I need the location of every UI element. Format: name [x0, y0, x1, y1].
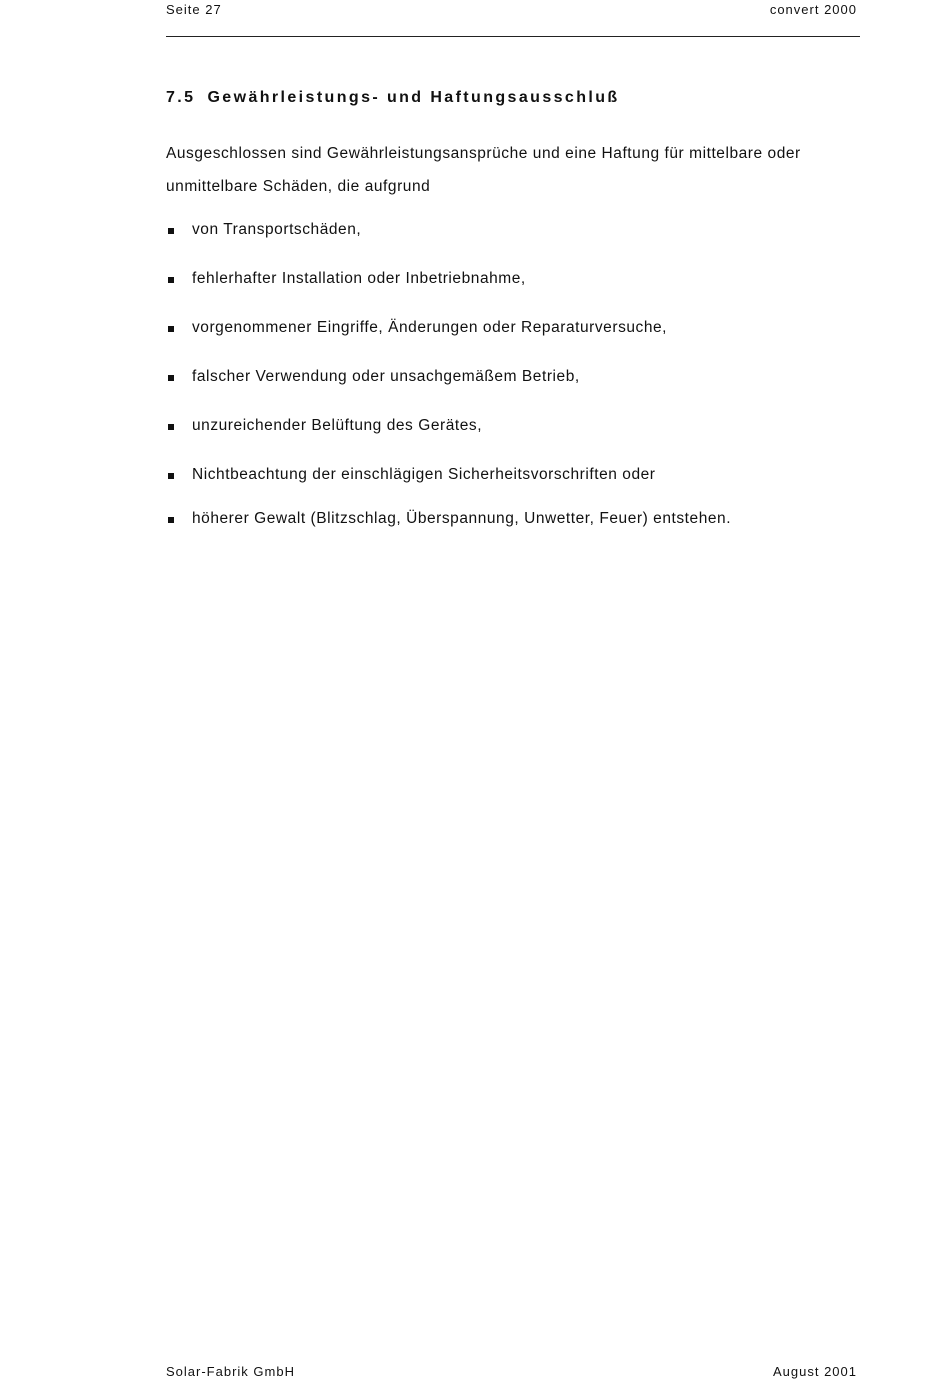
bullet-square-icon — [168, 326, 174, 332]
footer-date: August 2001 — [772, 1364, 857, 1379]
bullet-square-icon — [168, 473, 174, 479]
list-item-text: falscher Verwendung oder unsachgemäßem Betrieb, — [192, 368, 580, 385]
list-item — [166, 414, 856, 438]
list-item — [166, 267, 856, 291]
list-item-text: vorgenommener Eingriffe, Änderungen oder Reparaturversuche, — [192, 319, 668, 336]
section-title: Gewährleistungs- und Haftungsausschluß — [207, 89, 620, 106]
list-item — [166, 463, 856, 487]
footer-company: Solar-Fabrik GmbH — [166, 1364, 295, 1379]
section-heading — [166, 89, 620, 107]
product-name: convert 2000 — [769, 2, 857, 17]
list-item-text: Nichtbeachtung der einschlägigen Sicherheitsvorschriften oder — [192, 466, 656, 483]
bullet-square-icon — [168, 375, 174, 381]
page-header — [166, 0, 860, 37]
list-item — [166, 218, 856, 242]
section-number: 7.5 — [166, 89, 196, 106]
bullet-square-icon — [168, 424, 174, 430]
list-item — [166, 316, 856, 340]
list-item-text: fehlerhafter Installation oder Inbetriebnahme, — [192, 270, 526, 287]
list-item-text: unzureichender Belüftung des Gerätes, — [192, 417, 483, 434]
page-number: Seite 27 — [166, 2, 222, 17]
list-item — [166, 365, 856, 389]
bullet-square-icon — [168, 277, 174, 283]
exclusion-list — [166, 218, 856, 531]
list-item — [166, 507, 856, 531]
bullet-square-icon — [168, 228, 174, 234]
bullet-square-icon — [168, 517, 174, 523]
list-item-text: höherer Gewalt (Blitzschlag, Überspannung, Unwetter, Feuer) entstehen. — [192, 510, 732, 527]
intro-paragraph: Ausgeschlossen sind Gewährleistungsansprüche und eine Haftung für mittelbare oder unmittelbare Schäden, die aufgrund — [166, 145, 801, 195]
list-item-text: von Transportschäden, — [192, 221, 362, 238]
